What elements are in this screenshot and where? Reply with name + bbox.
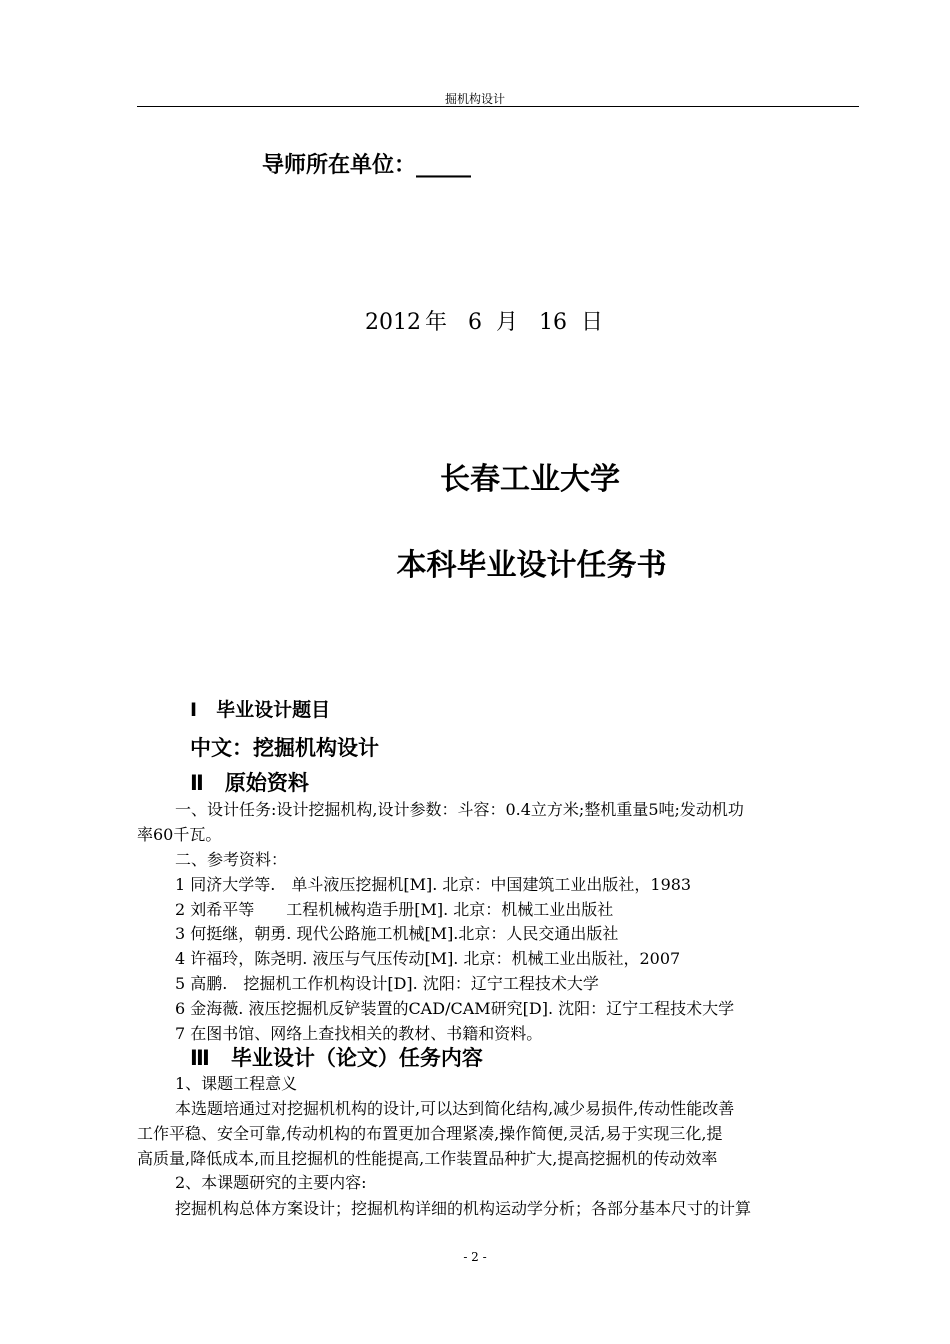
ref-item: 4 许福玲，陈尧明. 液压与气压传动[M]. 北京：机械工业出版社，2007 [175,949,681,968]
task-line-1: 一、设计任务:设计挖掘机构,设计参数：斗容：0.4立方米;整机重量5吨;发动机功 [175,800,744,819]
advisor-blank: _____ [416,153,472,178]
date-day: 16 [539,310,568,335]
section3-heading: Ⅲ 毕业设计（论文）任务内容 [190,1046,483,1070]
item1-line: 本选题培通过对挖掘机机构的设计,可以达到简化结构,减少易损件,传动性能改善 [175,1099,735,1118]
page-number: - 2 - [463,1250,487,1264]
date-year-unit: 年 [425,310,448,335]
refs-label: 二、参考资料： [175,850,288,869]
section2-heading: Ⅱ 原始资料 [190,771,309,795]
item1-line: 工作平稳、安全可靠,传动机构的布置更加合理紧凑,操作简便,灵活,易于实现三化,提 [137,1124,723,1143]
item1-label: 1、课题工程意义 [175,1074,298,1093]
ref-item: 6 金海薇. 液压挖掘机反铲装置的CAD/CAM研究[D]. 沈阳：辽宁工程技术大学 [175,999,735,1018]
date-year: 2012 [365,310,421,335]
section1-heading: Ⅰ 毕业设计题目 [190,699,331,721]
task-line-2: 率60千瓦。 [137,825,222,844]
ref-item: 3 何挺继，朝勇. 现代公路施工机械[M].北京：人民交通出版社 [175,924,619,943]
item2-line: 挖掘机构总体方案设计；挖掘机构详细的机构运动学分析；各部分基本尺寸的计算 [175,1199,752,1218]
advisor-unit-line [262,148,471,179]
ref-item: 7 在图书馆、网络上查找相关的教材、书籍和资料。 [175,1024,543,1043]
date-line [365,305,617,336]
section1-cn-title: 中文：挖掘机构设计 [190,736,379,760]
date-month-unit: 月 [496,310,519,335]
ref-item: 2 刘希平等 工程机械构造手册[M]. 北京：机械工业出版社 [175,900,614,919]
university-name: 长春工业大学 [440,462,620,497]
item2-label: 2、本课题研究的主要内容: [175,1173,367,1192]
ref-item: 5 高鹏. 挖掘机工作机构设计[D]. 沈阳：辽宁工程技术大学 [175,974,599,993]
header-rule [137,106,859,107]
date-month: 6 [468,310,483,335]
running-header: 掘机构设计 [444,92,505,106]
document-title: 本科毕业设计任务书 [396,548,667,583]
advisor-label: 导师所在单位： [262,153,417,178]
date-day-unit: 日 [581,310,604,335]
item1-line: 高质量,降低成本,而且挖掘机的性能提高,工作装置品种扩大,提高挖掘机的传动效率 [137,1149,718,1168]
ref-item: 1 同济大学等. 单斗液压挖掘机[M]. 北京：中国建筑工业出版社，1983 [175,875,692,894]
